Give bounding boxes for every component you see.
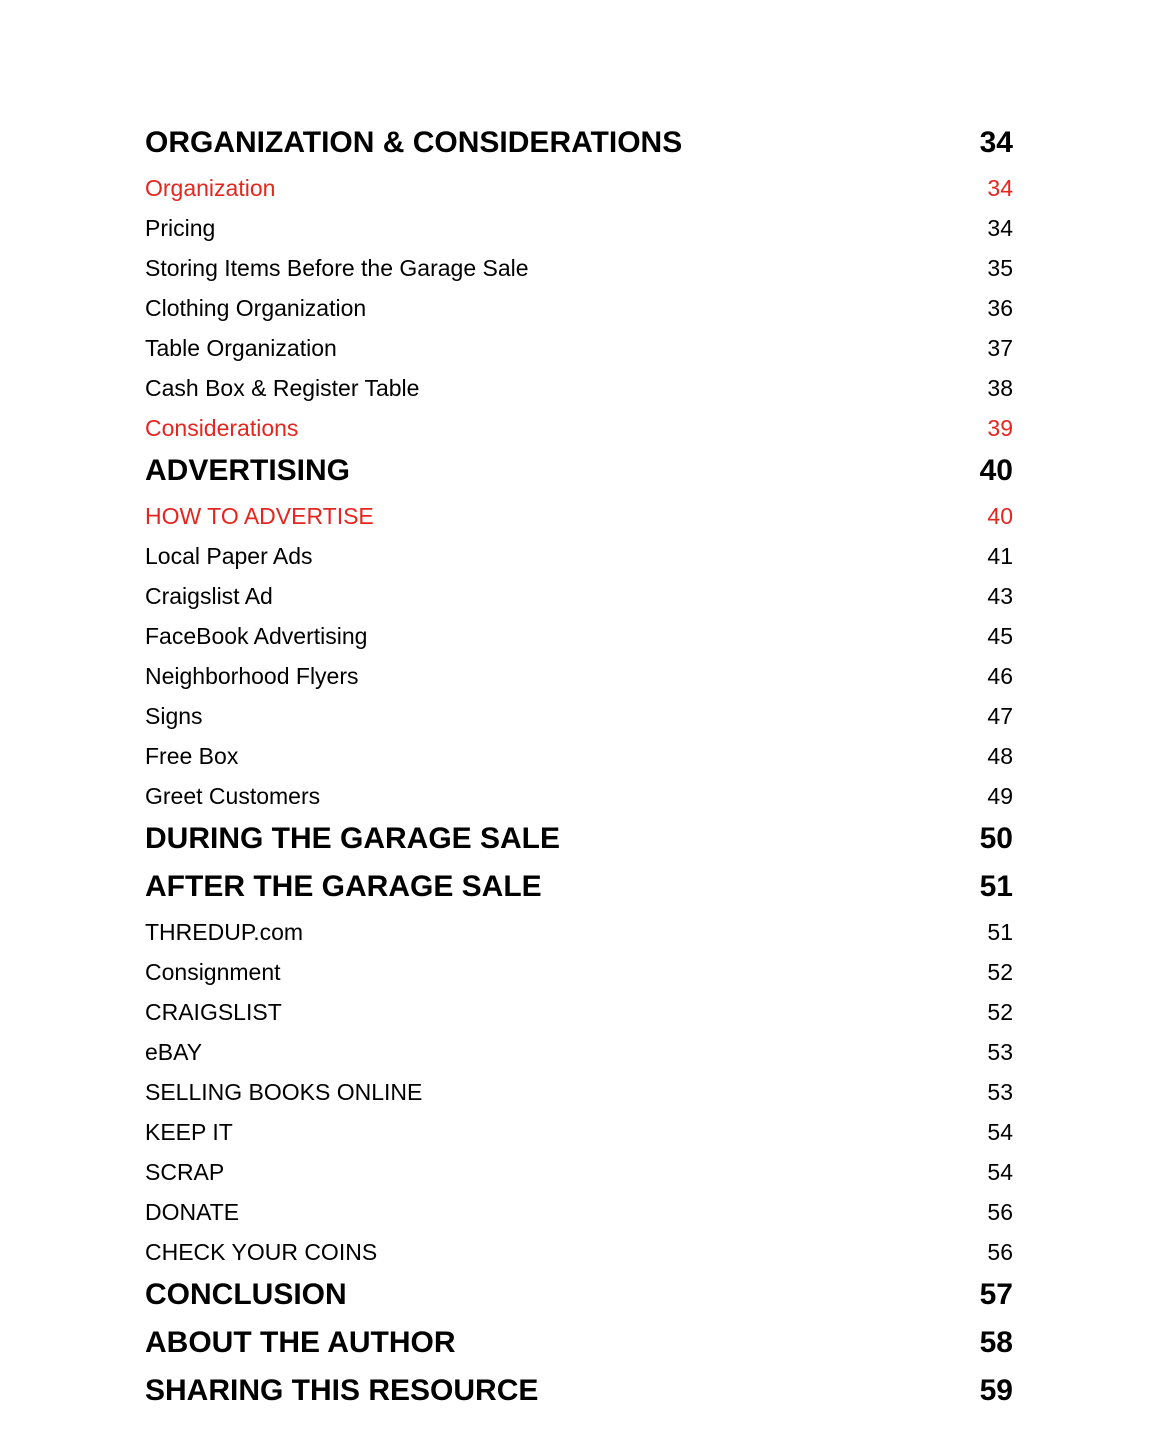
entry-title: ORGANIZATION & CONSIDERATIONS [145, 126, 683, 159]
entry-title: Cash Box & Register Table [145, 375, 420, 401]
entry-page-number: 34 [979, 126, 1013, 159]
entry-page-number: 53 [987, 1079, 1013, 1105]
entry-title: Greet Customers [145, 783, 321, 809]
entry-page-number: 52 [987, 959, 1013, 985]
toc-sub-entry[interactable] [145, 783, 1013, 810]
entry-title: FaceBook Advertising [145, 623, 368, 649]
entry-title: ABOUT THE AUTHOR [145, 1326, 456, 1359]
toc-sub-entry[interactable] [145, 1039, 1013, 1066]
entry-page-number: 41 [987, 543, 1013, 569]
toc-sub-entry[interactable] [145, 1079, 1013, 1106]
entry-page-number: 48 [987, 743, 1013, 769]
toc-sub-entry[interactable] [145, 999, 1013, 1026]
entry-page-number: 59 [979, 1374, 1013, 1407]
entry-title: CONCLUSION [145, 1278, 347, 1311]
entry-page-number: 54 [987, 1159, 1013, 1185]
toc-sub-entry[interactable] [145, 1119, 1013, 1146]
entry-page-number: 40 [987, 503, 1013, 529]
toc-highlight-entry[interactable] [145, 415, 1013, 442]
entry-page-number: 46 [987, 663, 1013, 689]
entry-title: Consignment [145, 959, 281, 985]
toc-sub-entry[interactable] [145, 703, 1013, 730]
entry-title: HOW TO ADVERTISE [145, 503, 374, 529]
toc-heading-entry[interactable] [145, 126, 1013, 160]
toc-sub-entry[interactable] [145, 335, 1013, 362]
entry-title: SCRAP [145, 1159, 225, 1185]
entry-title: CHECK YOUR COINS [145, 1239, 378, 1265]
entry-title: Neighborhood Flyers [145, 663, 359, 689]
entry-page-number: 53 [987, 1039, 1013, 1065]
toc-heading-entry[interactable] [145, 822, 1013, 856]
entry-page-number: 51 [987, 919, 1013, 945]
toc-highlight-entry[interactable] [145, 175, 1013, 202]
entry-title: Organization [145, 175, 276, 201]
entry-title: Clothing Organization [145, 295, 367, 321]
toc-sub-entry[interactable] [145, 1239, 1013, 1266]
toc-heading-entry[interactable] [145, 454, 1013, 488]
entry-title: Craigslist Ad [145, 583, 273, 609]
toc-sub-entry[interactable] [145, 743, 1013, 770]
entry-page-number: 38 [987, 375, 1013, 401]
toc-highlight-entry[interactable] [145, 503, 1013, 530]
toc-sub-entry[interactable] [145, 623, 1013, 650]
entry-page-number: 45 [987, 623, 1013, 649]
entry-page-number: 39 [987, 415, 1013, 441]
toc-sub-entry[interactable] [145, 919, 1013, 946]
entry-page-number: 35 [987, 255, 1013, 281]
toc-sub-entry[interactable] [145, 255, 1013, 282]
entry-title: ADVERTISING [145, 454, 351, 487]
entry-page-number: 51 [979, 870, 1013, 903]
entry-title: SHARING THIS RESOURCE [145, 1374, 539, 1407]
entry-page-number: 36 [987, 295, 1013, 321]
entry-title: Local Paper Ads [145, 543, 313, 569]
entry-title: Storing Items Before the Garage Sale [145, 255, 529, 281]
entry-title: Table Organization [145, 335, 337, 361]
entry-title: SELLING BOOKS ONLINE [145, 1079, 423, 1105]
entry-page-number: 56 [987, 1239, 1013, 1265]
entry-page-number: 56 [987, 1199, 1013, 1225]
entry-page-number: 52 [987, 999, 1013, 1025]
toc-heading-entry[interactable] [145, 1374, 1013, 1408]
toc-sub-entry[interactable] [145, 1199, 1013, 1226]
toc-heading-entry[interactable] [145, 1326, 1013, 1360]
entry-title: THREDUP.com [145, 919, 304, 945]
entry-page-number: 57 [979, 1278, 1013, 1311]
toc-sub-entry[interactable] [145, 295, 1013, 322]
entry-title: CRAIGSLIST [145, 999, 282, 1025]
entry-title: eBAY [145, 1039, 203, 1065]
entry-page-number: 40 [979, 454, 1013, 487]
entry-title: Pricing [145, 215, 216, 241]
toc-sub-entry[interactable] [145, 663, 1013, 690]
entry-title: KEEP IT [145, 1119, 233, 1145]
entry-page-number: 37 [987, 335, 1013, 361]
toc-sub-entry[interactable] [145, 1159, 1013, 1186]
entry-page-number: 58 [979, 1326, 1013, 1359]
toc-heading-entry[interactable] [145, 870, 1013, 904]
toc-sub-entry[interactable] [145, 583, 1013, 610]
entry-title: DONATE [145, 1199, 240, 1225]
entry-page-number: 34 [987, 175, 1013, 201]
toc-heading-entry[interactable] [145, 1278, 1013, 1312]
entry-page-number: 54 [987, 1119, 1013, 1145]
toc-sub-entry[interactable] [145, 959, 1013, 986]
toc-sub-entry[interactable] [145, 375, 1013, 402]
entry-page-number: 47 [987, 703, 1013, 729]
toc-sub-entry[interactable] [145, 543, 1013, 570]
entry-page-number: 49 [987, 783, 1013, 809]
entry-page-number: 34 [987, 215, 1013, 241]
entry-title: Considerations [145, 415, 299, 441]
entry-title: Signs [145, 703, 203, 729]
entry-page-number: 43 [987, 583, 1013, 609]
entry-title: DURING THE GARAGE SALE [145, 822, 561, 855]
toc-sub-entry[interactable] [145, 215, 1013, 242]
entry-title: AFTER THE GARAGE SALE [145, 870, 542, 903]
entry-page-number: 50 [979, 822, 1013, 855]
entry-title: Free Box [145, 743, 239, 769]
